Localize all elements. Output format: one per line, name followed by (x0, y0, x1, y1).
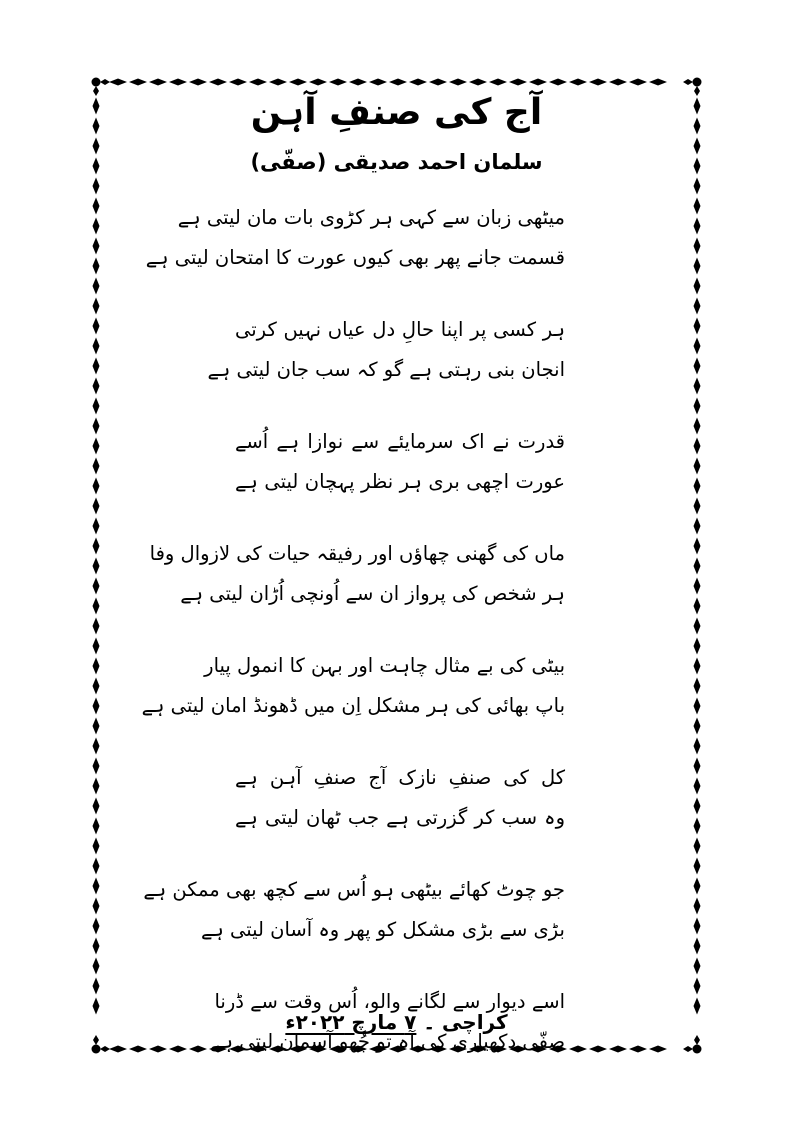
verse-line: میٹھی زبان سے کہی ہر کڑوی بات مان لیتی ہے (177, 206, 565, 229)
stanza (235, 758, 565, 838)
stanza (207, 310, 565, 390)
stanza (149, 534, 565, 614)
footer-date: ۷ مارچ ۲۰۲۲ء (285, 1010, 417, 1034)
verse-line: عورت اچھی بری ہر نظر پہچان لیتی ہے (235, 470, 565, 493)
verse-line: قدرت نے اک سرمایئے سے نوازا ہے اُسے (235, 430, 565, 453)
poem-body (141, 198, 565, 1094)
footer-place: کراچی ۔ (423, 1010, 508, 1034)
stanza (141, 646, 565, 726)
footer-place-date (0, 1010, 793, 1034)
poem-title: آج کی صنفِ آہن (250, 92, 543, 133)
verse-line: ماں کی گھنی چھاؤں اور رفیقہ حیات کی لازوال وفا (149, 542, 565, 565)
verse-line: ہر کسی پر اپنا حالِ دل عیاں نہیں کرتی (235, 318, 565, 341)
stanza (235, 422, 565, 502)
poet-name: سلمان احمد صدیقی (صفّی) (250, 150, 543, 174)
verse-line: صفّی دکھیاری کی آہ تو چُھو آسمان لیتی ہے (210, 1030, 565, 1053)
verse-line: بڑی سے بڑی مشکل کو پھر وہ آسان لیتی ہے (200, 918, 565, 941)
verse-line: کل کی صنفِ نازک آج صنفِ آہن ہے (235, 766, 565, 789)
verse-line: اسے دیوار سے لگانے والو، اُس وقت سے ڈرنا (214, 990, 565, 1013)
verse-line: وہ سب کر گزرتی ہے جب ٹھان لیتی ہے (235, 806, 565, 829)
verse-line: باپ بھائی کی ہر مشکل اِن میں ڈھونڈ امان لیتی ہے (141, 694, 565, 717)
verse-line: قسمت جانے پھر بھی کیوں عورت کا امتحان لیتی ہے (145, 246, 565, 269)
stanza (143, 870, 565, 950)
stanza (145, 198, 565, 278)
verse-line: انجان بنی رہتی ہے گو کہ سب جان لیتی ہے (207, 358, 565, 381)
verse-line: جو چوٹ کھائے بیٹھی ہو اُس سے کچھ بھی ممکن ہے (143, 878, 565, 901)
verse-line: بیٹی کی بے مثال چاہت اور بہن کا انمول پیار (204, 654, 565, 677)
verse-line: ہر شخص کی پرواز ان سے اُونچی اُڑان لیتی ہے (180, 582, 565, 605)
